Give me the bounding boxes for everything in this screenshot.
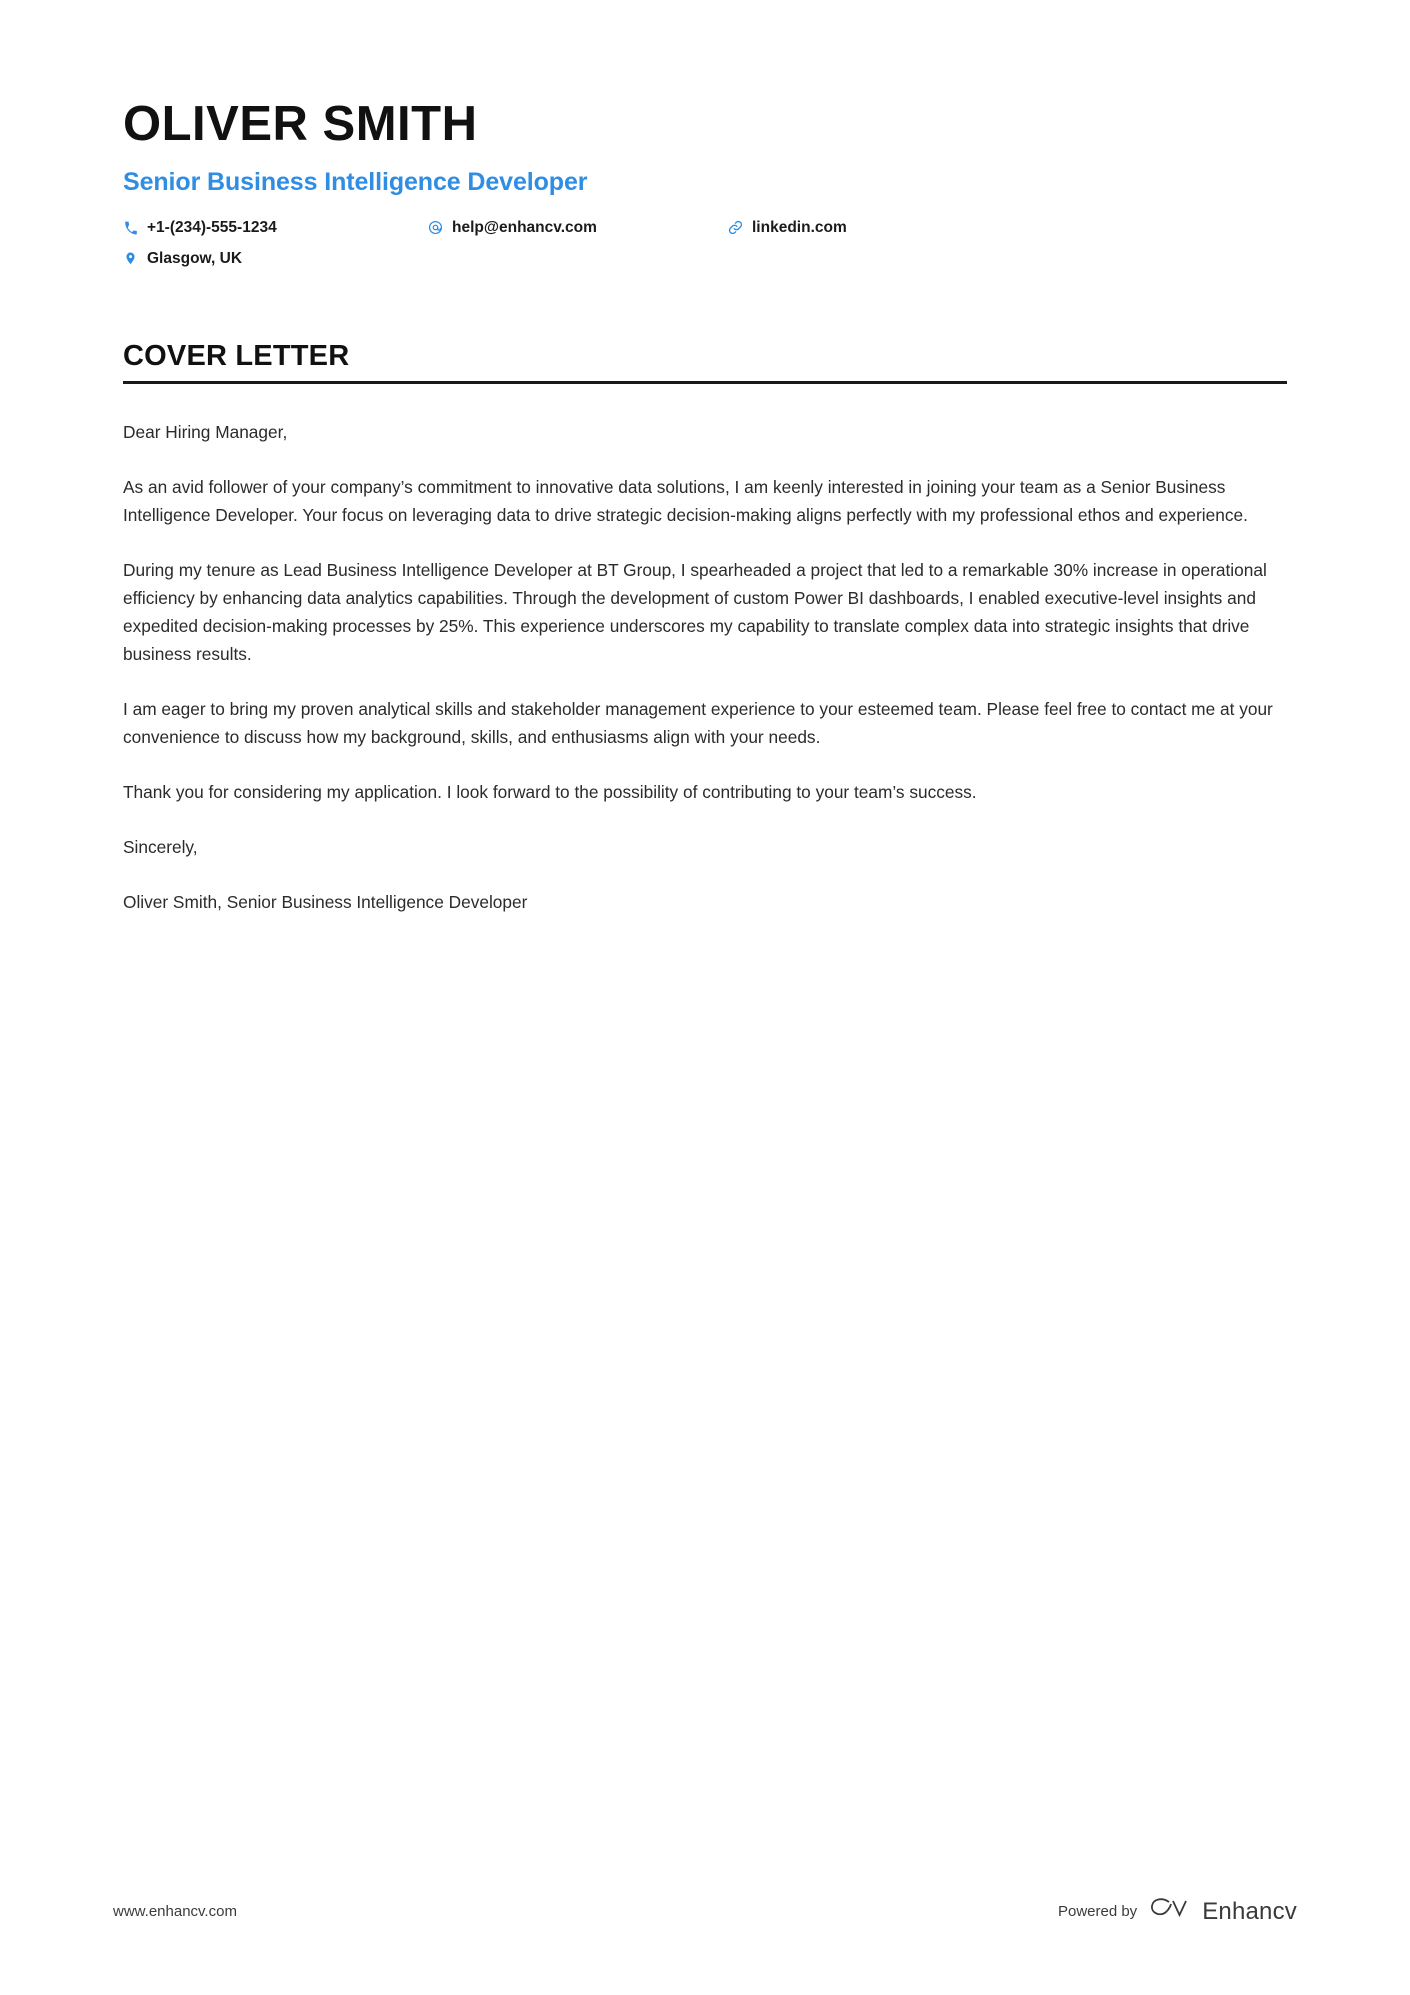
contact-phone-label: +1-(234)-555-1234 bbox=[147, 218, 277, 236]
contact-location bbox=[123, 250, 428, 268]
contact-linkedin-label: linkedin.com bbox=[752, 218, 847, 236]
location-pin-icon bbox=[123, 251, 138, 266]
page-title: OLIVER SMITH bbox=[123, 97, 478, 151]
footer-website-link[interactable]: www.enhancv.com bbox=[113, 1903, 237, 1920]
letter-salutation: Dear Hiring Manager, bbox=[123, 421, 288, 442]
resume-header bbox=[123, 0, 1287, 268]
contact-row bbox=[123, 250, 1287, 268]
enhancv-mark-icon bbox=[1149, 1896, 1193, 1927]
brand-logo bbox=[1149, 1896, 1297, 1927]
powered-by bbox=[1058, 1896, 1297, 1927]
section-divider bbox=[123, 381, 1287, 384]
powered-by-label: Powered by bbox=[1057, 1903, 1138, 1920]
letter-paragraph-1: As an avid follower of your company’s commitment to innovative data solutions, I am keenly interested in joining your team as a Senior Business Intelligence Developer. Your focus on leveraging data to drive strategic decision-making aligns perfectly with my professional ethos and experience. bbox=[123, 476, 1248, 525]
letter-paragraph-4: Thank you for considering my application. I look forward to the possibility of contributing to your team’s success. bbox=[123, 782, 977, 803]
contact-email bbox=[428, 219, 728, 237]
section-title: COVER LETTER bbox=[123, 339, 350, 372]
contact-email-label: help@enhancv.com bbox=[452, 218, 597, 236]
letter-signature: Oliver Smith, Senior Business Intelligence Developer bbox=[123, 892, 528, 913]
phone-icon bbox=[123, 221, 138, 235]
letter-paragraph-3: I am eager to bring my proven analytical skills and stakeholder management experience to your esteemed team. Please feel free to contact me at your convenience to discuss how my background, skills, and enthusiasms align with your needs. bbox=[123, 699, 1273, 748]
document-footer bbox=[113, 1896, 1297, 1927]
letter-paragraph-2: During my tenure as Lead Business Intelligence Developer at BT Group, I spearheaded a project that led to a remarkable 30% increase in operational efficiency by enhancing data analytics capabilities. Through the development of custom Power BI dashboards, I enabled executive-level insights and expedited decision-making processes by 25%. This experience underscores my capability to translate complex data into strategic insights that drive business results. bbox=[123, 559, 1267, 664]
contact-row bbox=[123, 219, 1287, 237]
link-icon bbox=[728, 220, 743, 235]
letter-closing: Sincerely, bbox=[123, 837, 198, 858]
letter-body bbox=[123, 418, 1287, 916]
job-title: Senior Business Intelligence Developer bbox=[123, 167, 588, 196]
contact-phone bbox=[123, 219, 428, 237]
contact-location-label: Glasgow, UK bbox=[147, 249, 243, 267]
cover-letter-section bbox=[123, 340, 1287, 916]
email-icon bbox=[428, 220, 443, 235]
contact-details bbox=[123, 219, 1287, 268]
contact-linkedin bbox=[728, 219, 988, 237]
brand-name: Enhancv bbox=[1202, 1897, 1297, 1925]
